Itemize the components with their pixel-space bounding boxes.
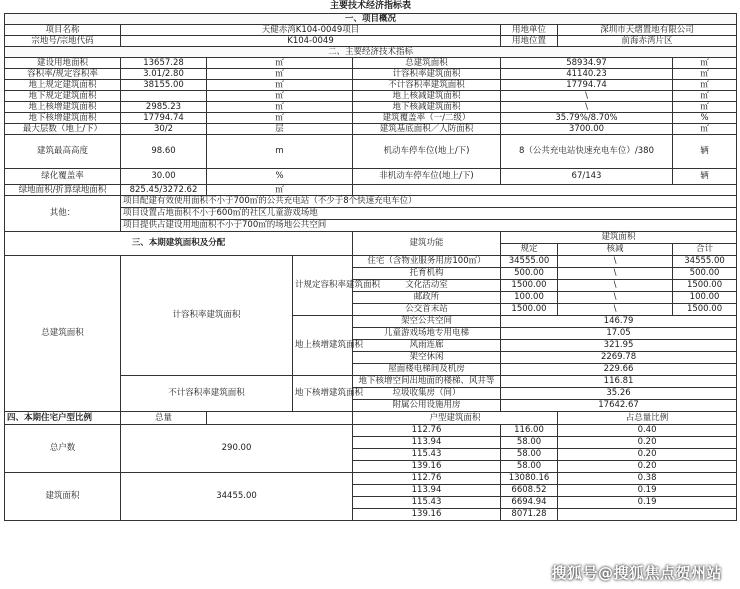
type-header: 户型建筑面积 bbox=[353, 411, 558, 424]
tech-economic-table bbox=[4, 0, 737, 521]
indicator-value: 8（公共充电站快速充电车位）/380 bbox=[501, 134, 673, 168]
name-value: 天健赤湾K104-0049项目 bbox=[121, 24, 501, 35]
unit-ratio: 0.19 bbox=[558, 484, 737, 496]
area-value: 34455.00 bbox=[121, 472, 353, 520]
indicator-label: 地上核减建筑面积 bbox=[353, 90, 501, 101]
indicator-value: 98.60 bbox=[121, 134, 207, 168]
ratio-header: 占总量比例 bbox=[558, 411, 737, 424]
table-row bbox=[5, 79, 737, 90]
households-value: 290.00 bbox=[121, 424, 353, 472]
above-group-label: 地上核增建筑面积 bbox=[293, 315, 353, 375]
indicator-value: 58934.97 bbox=[501, 57, 673, 68]
function-value: 17.05 bbox=[501, 327, 737, 339]
section-indicators: 二、主要经济技术指标 bbox=[5, 46, 737, 57]
function-header: 建筑功能 bbox=[353, 231, 501, 255]
unit-qty: 58.00 bbox=[501, 448, 558, 460]
indicator-label: 绿地面积/折算绿地面积 bbox=[5, 184, 121, 195]
section-overview: 一、项目概况 bbox=[5, 13, 737, 24]
function-value: 35.26 bbox=[501, 387, 737, 399]
total-value: 500.00 bbox=[673, 267, 737, 279]
indicator-value: \ bbox=[501, 90, 673, 101]
unit-ratio: 0.20 bbox=[558, 460, 737, 472]
indicator-label: 不计容积率建筑面积 bbox=[353, 79, 501, 90]
unit-ratio: 0.20 bbox=[558, 436, 737, 448]
table-row bbox=[5, 57, 737, 68]
nfa-area-label: 不计容积率建筑面积 bbox=[121, 375, 293, 411]
indicator-unit: ㎡ bbox=[207, 79, 353, 90]
name-label: 项目名称 bbox=[5, 24, 121, 35]
fa-area-label: 计容积率建筑面积 bbox=[121, 255, 293, 375]
location-label: 用地位置 bbox=[501, 35, 558, 46]
indicator-unit: ㎡ bbox=[207, 90, 353, 101]
indicator-unit: ㎡ bbox=[207, 101, 353, 112]
table-cell bbox=[207, 411, 353, 424]
total-value: 100.00 bbox=[673, 291, 737, 303]
indicator-unit: ㎡ bbox=[673, 57, 737, 68]
function-name: 地下核增空间出地面的楼梯、风井等 bbox=[353, 375, 501, 387]
table-row bbox=[5, 255, 737, 267]
indicator-value: 30.00 bbox=[121, 168, 207, 184]
indicator-unit: ㎡ bbox=[673, 68, 737, 79]
section-distribution: 三、本期建筑面积及分配 bbox=[5, 231, 353, 255]
plan-value: 1500.00 bbox=[501, 303, 558, 315]
indicator-label: 地上核增建筑面积 bbox=[5, 101, 121, 112]
total-area-label: 总建筑面积 bbox=[5, 255, 121, 411]
table-row bbox=[5, 68, 737, 79]
unit-ratio bbox=[558, 508, 737, 520]
indicator-unit: 辆 bbox=[673, 134, 737, 168]
col-adjust: 核减 bbox=[558, 243, 673, 255]
indicator-label: 总建筑面积 bbox=[353, 57, 501, 68]
unit-qty: 116.00 bbox=[501, 424, 558, 436]
function-value: 321.95 bbox=[501, 339, 737, 351]
indicator-value: 825.45/3272.62 bbox=[121, 184, 207, 195]
plan-value: 1500.00 bbox=[501, 279, 558, 291]
indicator-value: 3.01/2.80 bbox=[121, 68, 207, 79]
table-row bbox=[5, 472, 737, 484]
indicator-unit: ㎡ bbox=[673, 123, 737, 134]
indicator-label: 最大层数（地上/下） bbox=[5, 123, 121, 134]
total-header: 总量 bbox=[121, 411, 207, 424]
table-row bbox=[5, 424, 737, 436]
function-value: 229.66 bbox=[501, 363, 737, 375]
unit-qty: 58.00 bbox=[501, 436, 558, 448]
indicator-unit: ㎡ bbox=[673, 79, 737, 90]
table-row bbox=[5, 195, 737, 207]
plan-value: 500.00 bbox=[501, 267, 558, 279]
unit-type: 115.43 bbox=[353, 496, 501, 508]
total-value: 1500.00 bbox=[673, 279, 737, 291]
owner-value: 深圳市天熠置地有限公司 bbox=[558, 24, 737, 35]
col-plan: 规定 bbox=[501, 243, 558, 255]
table-row bbox=[5, 134, 737, 168]
indicator-label: 非机动车停车位(地上/下) bbox=[353, 168, 501, 184]
indicator-unit: m bbox=[207, 134, 353, 168]
adjust-value: \ bbox=[558, 267, 673, 279]
unit-ratio: 0.19 bbox=[558, 496, 737, 508]
indicator-label: 地下核增建筑面积 bbox=[5, 112, 121, 123]
unit-type: 139.16 bbox=[353, 460, 501, 472]
unit-type: 112.76 bbox=[353, 424, 501, 436]
indicator-value: 13657.28 bbox=[121, 57, 207, 68]
total-value: 34555.00 bbox=[673, 255, 737, 267]
indicator-label: 建设用地面积 bbox=[5, 57, 121, 68]
indicator-label: 容积率/规定容积率 bbox=[5, 68, 121, 79]
indicator-label: 建筑基底面积／人防面积 bbox=[353, 123, 501, 134]
indicator-unit: 辆 bbox=[673, 168, 737, 184]
function-name: 邮政所 bbox=[353, 291, 501, 303]
table-row bbox=[5, 168, 737, 184]
unit-type: 112.76 bbox=[353, 472, 501, 484]
plan-value: 34555.00 bbox=[501, 255, 558, 267]
indicator-unit: ㎡ bbox=[673, 90, 737, 101]
indicator-label: 机动车停车位(地上/下) bbox=[353, 134, 501, 168]
unit-type: 113.94 bbox=[353, 436, 501, 448]
adjust-value: \ bbox=[558, 279, 673, 291]
unit-type: 115.43 bbox=[353, 448, 501, 460]
other-label: 其他： bbox=[5, 195, 121, 231]
code-value: K104-0049 bbox=[121, 35, 501, 46]
unit-qty: 13080.16 bbox=[501, 472, 558, 484]
unit-ratio: 0.38 bbox=[558, 472, 737, 484]
code-label: 宗地号/宗地代码 bbox=[5, 35, 121, 46]
indicator-label: 计容积率建筑面积 bbox=[353, 68, 501, 79]
table-row bbox=[5, 101, 737, 112]
indicator-value: 17794.74 bbox=[501, 79, 673, 90]
table-row bbox=[5, 184, 737, 195]
indicator-unit: % bbox=[673, 112, 737, 123]
location-value: 前海赤湾片区 bbox=[558, 35, 737, 46]
table-row bbox=[5, 123, 737, 134]
indicator-value: 38155.00 bbox=[121, 79, 207, 90]
indicator-value: 67/143 bbox=[501, 168, 673, 184]
plan-group-label: 计规定容积率建筑面积 bbox=[293, 255, 353, 315]
indicator-value: 35.79%/8.70% bbox=[501, 112, 673, 123]
indicator-value: \ bbox=[501, 101, 673, 112]
adjust-value: \ bbox=[558, 255, 673, 267]
function-name: 文化活动室 bbox=[353, 279, 501, 291]
indicator-label: 地下规定建筑面积 bbox=[5, 90, 121, 101]
function-name: 住宅（含物业服务用房100㎡） bbox=[353, 255, 501, 267]
indicator-value: 17794.74 bbox=[121, 112, 207, 123]
indicator-unit: ㎡ bbox=[207, 57, 353, 68]
other-line: 项目设置占地面积不小于600㎡的社区儿童游戏场地 bbox=[121, 207, 737, 219]
col-total: 合计 bbox=[673, 243, 737, 255]
owner-label: 用地单位 bbox=[501, 24, 558, 35]
unit-qty: 6608.52 bbox=[501, 484, 558, 496]
indicator-value: 41140.23 bbox=[501, 68, 673, 79]
below-group-label: 地下核增建筑面积 bbox=[293, 375, 353, 411]
table-row bbox=[5, 411, 737, 424]
indicator-value: 30/2 bbox=[121, 123, 207, 134]
indicator-label: 建筑最高高度 bbox=[5, 134, 121, 168]
indicator-unit: ㎡ bbox=[207, 68, 353, 79]
plan-value: 100.00 bbox=[501, 291, 558, 303]
indicator-label: 地上规定建筑面积 bbox=[5, 79, 121, 90]
function-value: 146.79 bbox=[501, 315, 737, 327]
function-name: 屋面楼电梯间及机房 bbox=[353, 363, 501, 375]
function-name: 架空公共空间 bbox=[353, 315, 501, 327]
indicator-unit: % bbox=[207, 168, 353, 184]
function-name: 垃圾收集房（间） bbox=[353, 387, 501, 399]
table-row bbox=[5, 90, 737, 101]
indicator-unit: ㎡ bbox=[207, 184, 353, 195]
total-value: 1500.00 bbox=[673, 303, 737, 315]
watermark: 搜狐号@搜狐焦点贺州站 bbox=[551, 564, 722, 582]
other-line: 项目提供占建设用地面积不小于700㎡的场地公共空间 bbox=[121, 219, 737, 231]
unit-qty: 8071.28 bbox=[501, 508, 558, 520]
unit-qty: 6694.94 bbox=[501, 496, 558, 508]
indicator-label: 地下核减建筑面积 bbox=[353, 101, 501, 112]
adjust-value: \ bbox=[558, 291, 673, 303]
households: 总户数 bbox=[5, 424, 121, 472]
table-row bbox=[5, 231, 737, 243]
table-cell bbox=[353, 184, 737, 195]
unit-ratio: 0.20 bbox=[558, 448, 737, 460]
unit-type: 139.16 bbox=[353, 508, 501, 520]
indicator-value bbox=[121, 90, 207, 101]
function-name: 托育机构 bbox=[353, 267, 501, 279]
table-title: 主要技术经济指标表 bbox=[330, 1, 412, 12]
function-name: 附属公用设施用房 bbox=[353, 399, 501, 411]
indicator-unit: ㎡ bbox=[207, 112, 353, 123]
function-name: 风雨连廊 bbox=[353, 339, 501, 351]
other-line: 项目配建有效使用面积不小于700㎡的公共充电站（不少于8个快速充电车位） bbox=[121, 195, 737, 207]
function-name: 架空休闲 bbox=[353, 351, 501, 363]
indicator-value: 2985.23 bbox=[121, 101, 207, 112]
indicator-unit: ㎡ bbox=[673, 101, 737, 112]
indicator-label: 建筑覆盖率（一/二级） bbox=[353, 112, 501, 123]
function-name: 公交首末站 bbox=[353, 303, 501, 315]
function-value: 2269.78 bbox=[501, 351, 737, 363]
section-unit-mix: 四、本期住宅户型比例 bbox=[5, 411, 121, 424]
indicator-label: 绿化覆盖率 bbox=[5, 168, 121, 184]
table-row bbox=[5, 112, 737, 123]
function-value: 17642.67 bbox=[501, 399, 737, 411]
indicator-value: 3700.00 bbox=[501, 123, 673, 134]
area: 建筑面积 bbox=[5, 472, 121, 520]
unit-qty: 58.00 bbox=[501, 460, 558, 472]
indicator-unit: 层 bbox=[207, 123, 353, 134]
unit-type: 113.94 bbox=[353, 484, 501, 496]
area-header: 建筑面积 bbox=[501, 231, 737, 243]
function-value: 116.81 bbox=[501, 375, 737, 387]
adjust-value: \ bbox=[558, 303, 673, 315]
unit-ratio: 0.40 bbox=[558, 424, 737, 436]
function-name: 儿童游戏场地专用电梯 bbox=[353, 327, 501, 339]
